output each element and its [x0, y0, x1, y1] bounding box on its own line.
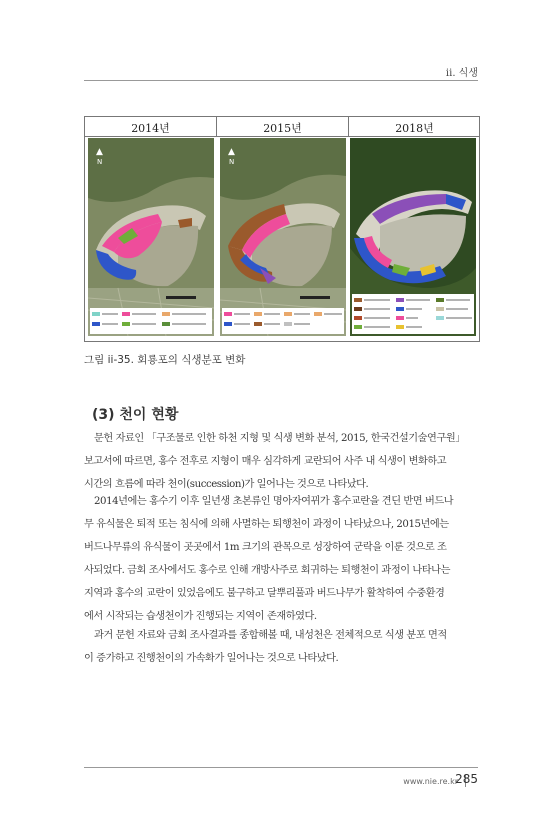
paragraph-line: 무 유식물은 퇴적 또는 침식에 의해 사멸하는 퇴행천이 과정이 나타났으나, 2015년에는	[84, 519, 449, 530]
footer-rule	[84, 767, 478, 768]
north-label: N	[97, 158, 103, 166]
paragraph-2	[84, 490, 478, 628]
map-2014	[88, 138, 214, 336]
map-2018	[350, 138, 476, 336]
section-title: (3) 천이 현황	[92, 407, 179, 423]
paragraph-line: 문헌 자료인 「구조물로 인한 하천 지형 및 식생 변화 분석, 2015, 한국건설기술연구원」	[94, 433, 465, 444]
paragraph-line: 보고서에 따르면, 홍수 전후로 지형이 매우 심각하게 교란되어 사주 내 식생이 변화하고	[84, 456, 447, 467]
paragraph-line: 지역과 홍수의 교란이 있었음에도 불구하고 달뿌리풀과 버드나무가 활착하여 수중환경	[84, 588, 445, 599]
vegetation-figure	[84, 116, 480, 342]
paragraph-3	[84, 624, 478, 670]
north-arrow-icon: ▲	[228, 147, 235, 157]
paragraph-1	[84, 427, 478, 496]
page-number: 285	[455, 772, 478, 786]
north-arrow-icon: ▲	[96, 147, 103, 157]
footer-url: www.nie.re.kr	[403, 777, 458, 786]
year-label-2014: 2014년	[131, 122, 170, 135]
section-header-label: ii. 식생	[445, 68, 478, 79]
paragraph-line: 시간의 흐름에 따라 천이(succession)가 일어나는 것으로 나타났다.	[84, 479, 369, 490]
paragraph-line: 이 증가하고 진행천이의 가속화가 일어나는 것으로 나타났다.	[84, 653, 339, 664]
paragraph-line: 버드나무류의 유식물이 곳곳에서 1m 크기의 관목으로 성장하여 군락을 이룬 것으로 조	[84, 542, 447, 553]
map-2015	[220, 138, 346, 336]
header-rule	[84, 80, 478, 81]
figure-caption: 그림 ii-35. 회룡포의 식생분포 변화	[84, 354, 246, 366]
figure-year-header	[85, 117, 479, 137]
paragraph-line: 과거 문헌 자료와 금회 조사결과를 종합해볼 때, 내성천은 전체적으로 식생 분포 면적	[94, 630, 447, 641]
north-label: N	[229, 158, 235, 166]
year-label-2018: 2018년	[395, 122, 434, 135]
paragraph-line: 에서 시작되는 습생천이가 진행되는 지역이 존재하였다.	[84, 611, 317, 622]
year-label-2015: 2015년	[263, 122, 302, 135]
paragraph-line: 사되었다. 금회 조사에서도 홍수로 인해 개방사주로 회귀하는 퇴행천이 과정이 나타나는	[84, 565, 450, 576]
paragraph-line: 2014년에는 홍수기 이후 일년생 초본류인 명아자여뀌가 홍수교란을 견딘 반면 버드나	[94, 496, 454, 507]
